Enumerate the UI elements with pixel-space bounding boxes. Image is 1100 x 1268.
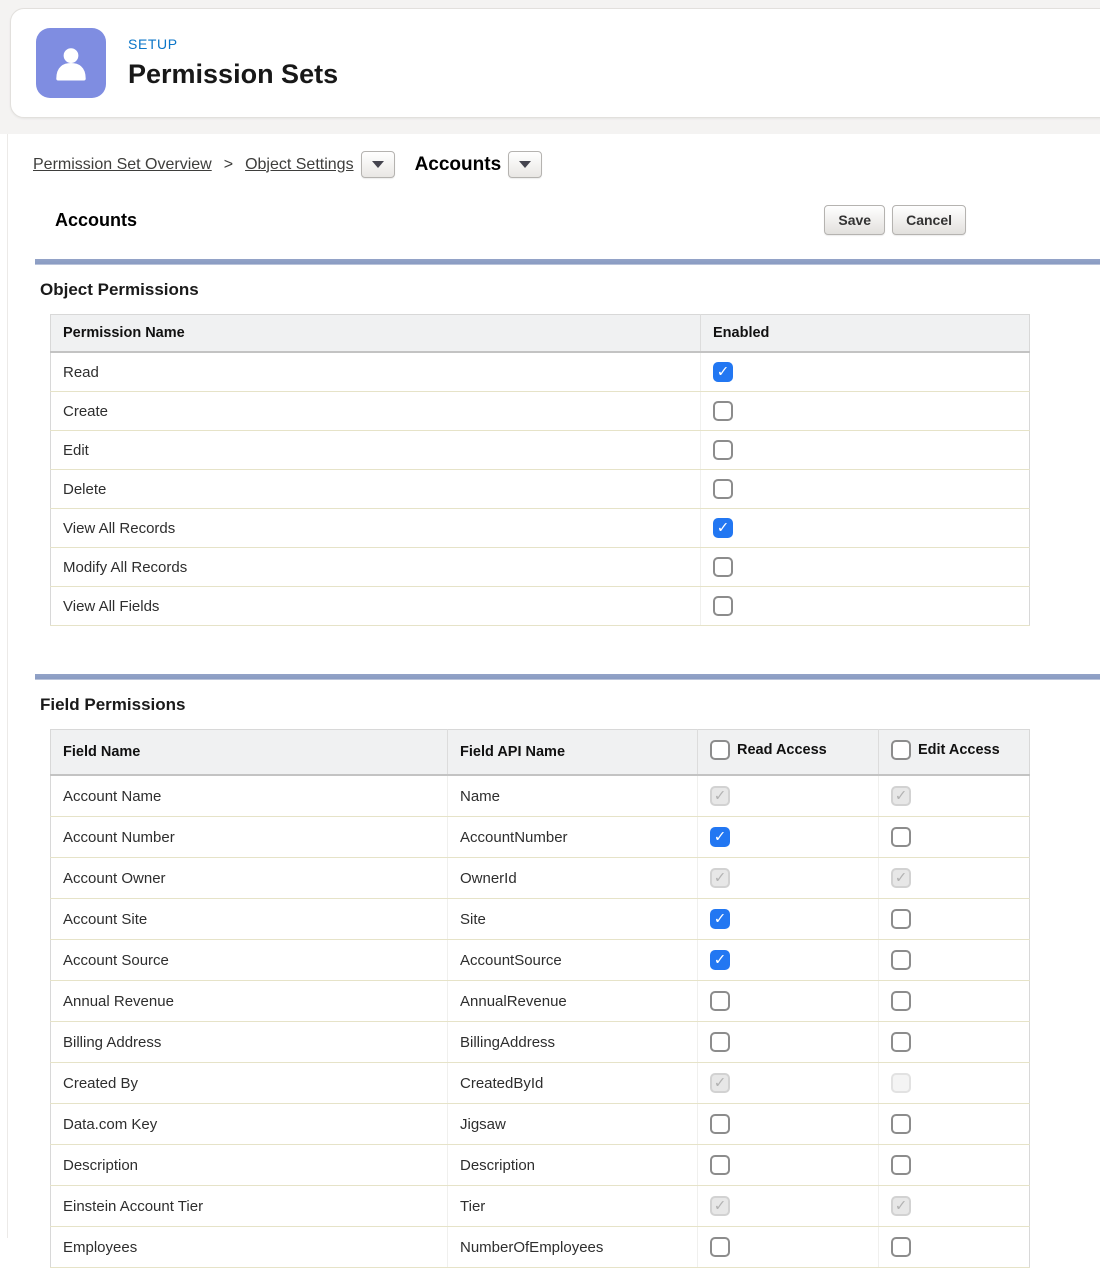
- table-row: [51, 1063, 1030, 1104]
- table-row: [51, 470, 1030, 509]
- read-access-cell: [698, 940, 879, 981]
- chevron-down-icon: [372, 161, 384, 168]
- field-api-name-cell: BillingAddress: [448, 1022, 698, 1063]
- enabled-checkbox[interactable]: [713, 518, 733, 538]
- content-left-border: [7, 134, 8, 1238]
- save-button[interactable]: Save: [824, 205, 885, 235]
- field-name-cell: Employees: [51, 1227, 448, 1268]
- field-name-cell: Einstein Account Tier: [51, 1186, 448, 1227]
- breadcrumb-separator: >: [223, 155, 234, 173]
- field-permissions-tbody: [51, 775, 1030, 1268]
- table-row: [51, 858, 1030, 899]
- accounts-section-title: Accounts: [55, 209, 138, 230]
- edit-access-checkbox[interactable]: [891, 991, 911, 1011]
- read-access-checkbox[interactable]: [710, 827, 730, 847]
- field-name-cell: Description: [51, 1145, 448, 1186]
- object-settings-dropdown-button[interactable]: [361, 151, 395, 178]
- enabled-checkbox[interactable]: [713, 596, 733, 616]
- object-permissions-heading: Object Permissions: [40, 280, 199, 299]
- edit-access-checkbox[interactable]: [891, 909, 911, 929]
- read-access-cell: [698, 981, 879, 1022]
- read-access-cell: [698, 1145, 879, 1186]
- enabled-cell: [701, 548, 1030, 587]
- enabled-checkbox[interactable]: [713, 401, 733, 421]
- table-row: [51, 431, 1030, 470]
- edit-access-cell: [879, 858, 1030, 899]
- page-title: Permission Sets: [128, 59, 339, 89]
- column-header-enabled: Enabled: [701, 315, 1030, 353]
- field-api-name-cell: Name: [448, 775, 698, 817]
- breadcrumb-current-accounts: Accounts: [414, 153, 502, 175]
- edit-access-checkbox[interactable]: [891, 827, 911, 847]
- edit-access-cell: [879, 940, 1030, 981]
- read-access-label: Read Access: [737, 742, 827, 758]
- object-permissions-table: [50, 314, 1030, 626]
- edit-access-cell: [879, 1186, 1030, 1227]
- edit-access-cell: [879, 817, 1030, 858]
- object-permissions-tbody: [51, 352, 1030, 626]
- edit-access-cell: [879, 1022, 1030, 1063]
- field-name-cell: Created By: [51, 1063, 448, 1104]
- permission-name-cell: Create: [51, 392, 701, 431]
- enabled-checkbox[interactable]: [713, 440, 733, 460]
- section-divider: [35, 674, 1100, 680]
- accounts-dropdown-button[interactable]: [508, 151, 542, 178]
- read-access-checkbox[interactable]: [710, 1155, 730, 1175]
- column-header-permission-name: Permission Name: [51, 315, 701, 353]
- field-name-cell: Account Source: [51, 940, 448, 981]
- enabled-checkbox[interactable]: [713, 362, 733, 382]
- read-access-checkbox[interactable]: [710, 1237, 730, 1257]
- edit-access-checkbox[interactable]: [891, 1114, 911, 1134]
- breadcrumb-link-overview[interactable]: Permission Set Overview: [33, 155, 212, 173]
- read-access-cell: [698, 1186, 879, 1227]
- enabled-cell: [701, 431, 1030, 470]
- section-divider: [35, 259, 1100, 265]
- edit-access-cell: [879, 981, 1030, 1022]
- table-row: [51, 352, 1030, 392]
- field-api-name-cell: OwnerId: [448, 858, 698, 899]
- cancel-button[interactable]: Cancel: [892, 205, 966, 235]
- edit-access-cell: [879, 1104, 1030, 1145]
- edit-access-checkbox[interactable]: [891, 1155, 911, 1175]
- permission-name-cell: Read: [51, 352, 701, 392]
- column-header-edit-access: [879, 730, 1030, 776]
- field-name-cell: Data.com Key: [51, 1104, 448, 1145]
- breadcrumb-link-object-settings[interactable]: Object Settings: [245, 155, 354, 173]
- table-row: [51, 548, 1030, 587]
- edit-access-cell: [879, 775, 1030, 817]
- field-permissions-heading: Field Permissions: [40, 695, 186, 714]
- read-access-cell: [698, 1022, 879, 1063]
- setup-header-band: [0, 0, 1100, 134]
- field-api-name-cell: Jigsaw: [448, 1104, 698, 1145]
- read-access-cell: [698, 858, 879, 899]
- field-api-name-cell: AccountNumber: [448, 817, 698, 858]
- read-access-cell: [698, 1227, 879, 1268]
- read-access-select-all-checkbox[interactable]: [710, 740, 730, 760]
- field-name-cell: Account Number: [51, 817, 448, 858]
- edit-access-checkbox[interactable]: [891, 950, 911, 970]
- enabled-cell: [701, 352, 1030, 392]
- table-row: [51, 509, 1030, 548]
- edit-access-checkbox[interactable]: [891, 1237, 911, 1257]
- read-access-cell: [698, 1104, 879, 1145]
- user-icon: [48, 40, 94, 86]
- edit-access-checkbox: [891, 1196, 911, 1216]
- table-row: [51, 1145, 1030, 1186]
- permission-name-cell: Modify All Records: [51, 548, 701, 587]
- read-access-cell: [698, 775, 879, 817]
- read-access-checkbox[interactable]: [710, 1032, 730, 1052]
- accounts-toolbar: [55, 205, 966, 235]
- table-row: [51, 940, 1030, 981]
- enabled-checkbox[interactable]: [713, 479, 733, 499]
- column-header-field-api-name: Field API Name: [448, 730, 698, 776]
- field-name-cell: Billing Address: [51, 1022, 448, 1063]
- table-row: [51, 587, 1030, 626]
- edit-access-cell: [879, 1145, 1030, 1186]
- edit-access-cell: [879, 1227, 1030, 1268]
- edit-access-cell: [879, 1063, 1030, 1104]
- table-row: [51, 1104, 1030, 1145]
- enabled-cell: [701, 509, 1030, 548]
- table-row: [51, 1186, 1030, 1227]
- table-header-row: [51, 315, 1030, 353]
- field-api-name-cell: Site: [448, 899, 698, 940]
- table-row: [51, 1022, 1030, 1063]
- read-access-checkbox: [710, 786, 730, 806]
- permission-name-cell: View All Fields: [51, 587, 701, 626]
- chevron-down-icon: [519, 161, 531, 168]
- table-row: [51, 775, 1030, 817]
- permission-name-cell: Delete: [51, 470, 701, 509]
- field-api-name-cell: NumberOfEmployees: [448, 1227, 698, 1268]
- read-access-checkbox: [710, 868, 730, 888]
- edit-access-label: Edit Access: [918, 742, 1000, 758]
- permission-sets-icon: [36, 28, 106, 98]
- permission-name-cell: View All Records: [51, 509, 701, 548]
- read-access-checkbox: [710, 1196, 730, 1216]
- table-row: [51, 817, 1030, 858]
- edit-access-checkbox: [891, 1073, 911, 1093]
- field-api-name-cell: CreatedById: [448, 1063, 698, 1104]
- field-api-name-cell: Tier: [448, 1186, 698, 1227]
- read-access-cell: [698, 1063, 879, 1104]
- column-header-read-access: [698, 730, 879, 776]
- field-api-name-cell: AccountSource: [448, 940, 698, 981]
- read-access-checkbox[interactable]: [710, 1114, 730, 1134]
- field-name-cell: Account Name: [51, 775, 448, 817]
- enabled-cell: [701, 587, 1030, 626]
- read-access-checkbox[interactable]: [710, 991, 730, 1011]
- table-header-row: [51, 730, 1030, 776]
- read-access-checkbox[interactable]: [710, 909, 730, 929]
- table-row: [51, 899, 1030, 940]
- table-row: [51, 1227, 1030, 1268]
- edit-access-cell: [879, 899, 1030, 940]
- permission-name-cell: Edit: [51, 431, 701, 470]
- enabled-checkbox[interactable]: [713, 557, 733, 577]
- enabled-cell: [701, 470, 1030, 509]
- column-header-field-name: Field Name: [51, 730, 448, 776]
- field-name-cell: Account Owner: [51, 858, 448, 899]
- field-api-name-cell: AnnualRevenue: [448, 981, 698, 1022]
- edit-access-checkbox[interactable]: [891, 1032, 911, 1052]
- read-access-cell: [698, 817, 879, 858]
- read-access-checkbox: [710, 1073, 730, 1093]
- enabled-cell: [701, 392, 1030, 431]
- table-row: [51, 392, 1030, 431]
- setup-header-card: [10, 8, 1100, 118]
- field-name-cell: Account Site: [51, 899, 448, 940]
- field-name-cell: Annual Revenue: [51, 981, 448, 1022]
- read-access-cell: [698, 899, 879, 940]
- setup-eyebrow: SETUP: [128, 36, 178, 52]
- edit-access-select-all-checkbox[interactable]: [891, 740, 911, 760]
- edit-access-checkbox: [891, 868, 911, 888]
- breadcrumb: [0, 134, 1100, 178]
- field-permissions-table: [50, 729, 1030, 1268]
- read-access-checkbox[interactable]: [710, 950, 730, 970]
- table-row: [51, 981, 1030, 1022]
- edit-access-checkbox: [891, 786, 911, 806]
- field-api-name-cell: Description: [448, 1145, 698, 1186]
